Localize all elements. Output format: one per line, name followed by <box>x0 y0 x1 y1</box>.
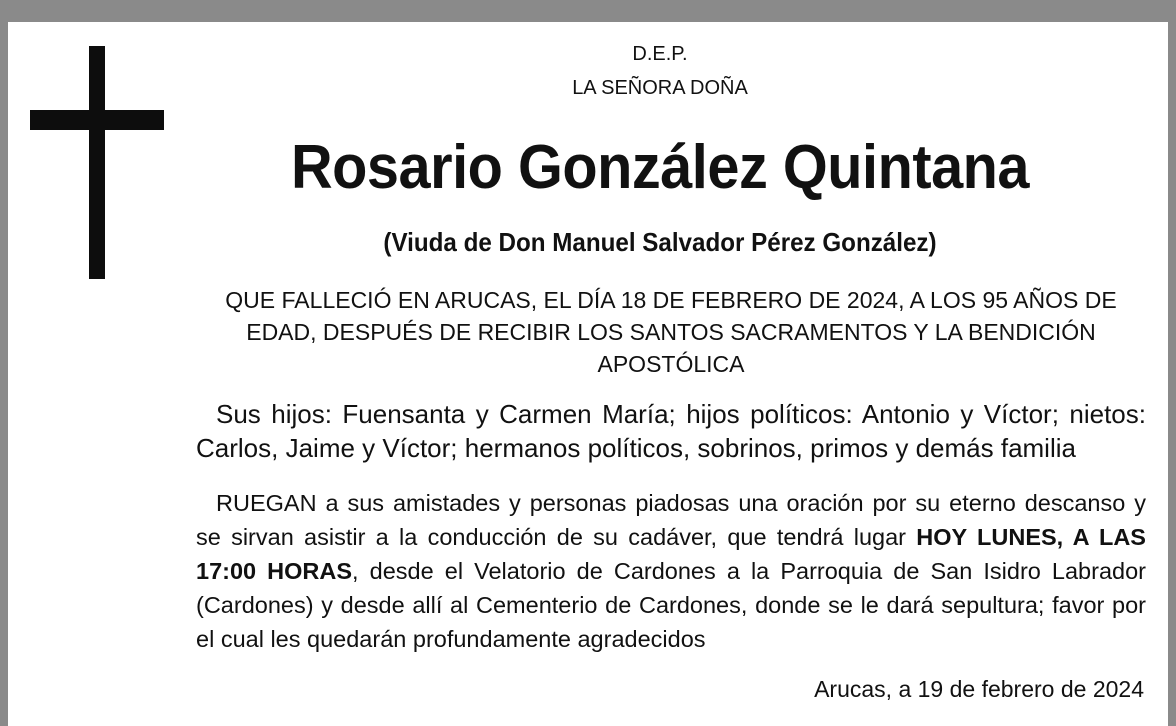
funeral-request <box>196 486 1146 656</box>
request-text-2: , desde el Velatorio de Cardones a la Parroquia de San Isidro Labrador (Cardones) y desde allí al Cementerio de Cardones, donde se le dará sepultura; favor por el cual les quedarán profundamente agradecidos <box>196 558 1146 652</box>
place-date: Arucas, a 19 de febrero de 2024 <box>814 676 1144 702</box>
family-list: Sus hijos: Fuensanta y Carmen María; hijos políticos: Antonio y Víctor; nietos: Carlos, Jaime y Víctor; hermanos políticos, sobrinos, primos y demás familia <box>196 399 1146 463</box>
dep-heading: D.E.P. <box>632 43 688 65</box>
cross-vertical-bar <box>89 46 105 279</box>
funeral-time: HOY LUNES, A LAS 17:00 HORAS <box>196 524 1146 584</box>
death-notice: QUE FALLECIÓ EN ARUCAS, EL DÍA 18 DE FEBRERO DE 2024, A LOS 95 AÑOS DE EDAD, DESPUÉS DE RECIBIR LOS SANTOS SACRAMENTOS Y LA BENDICIÓN APOSTÓLICA <box>225 287 1117 377</box>
cross-horizontal-bar <box>30 110 164 130</box>
honorific: LA SEÑORA DOÑA <box>572 77 748 99</box>
deceased-name: Rosario González Quintana <box>290 133 1030 202</box>
widow-note: (Viuda de Don Manuel Salvador Pérez González) <box>383 227 937 257</box>
request-text-1: RUEGAN a sus amistades y personas piadosas una oración por su eterno descanso y se sirvan asistir a la conducción de su cadáver, que tendrá lugar <box>196 490 1146 550</box>
